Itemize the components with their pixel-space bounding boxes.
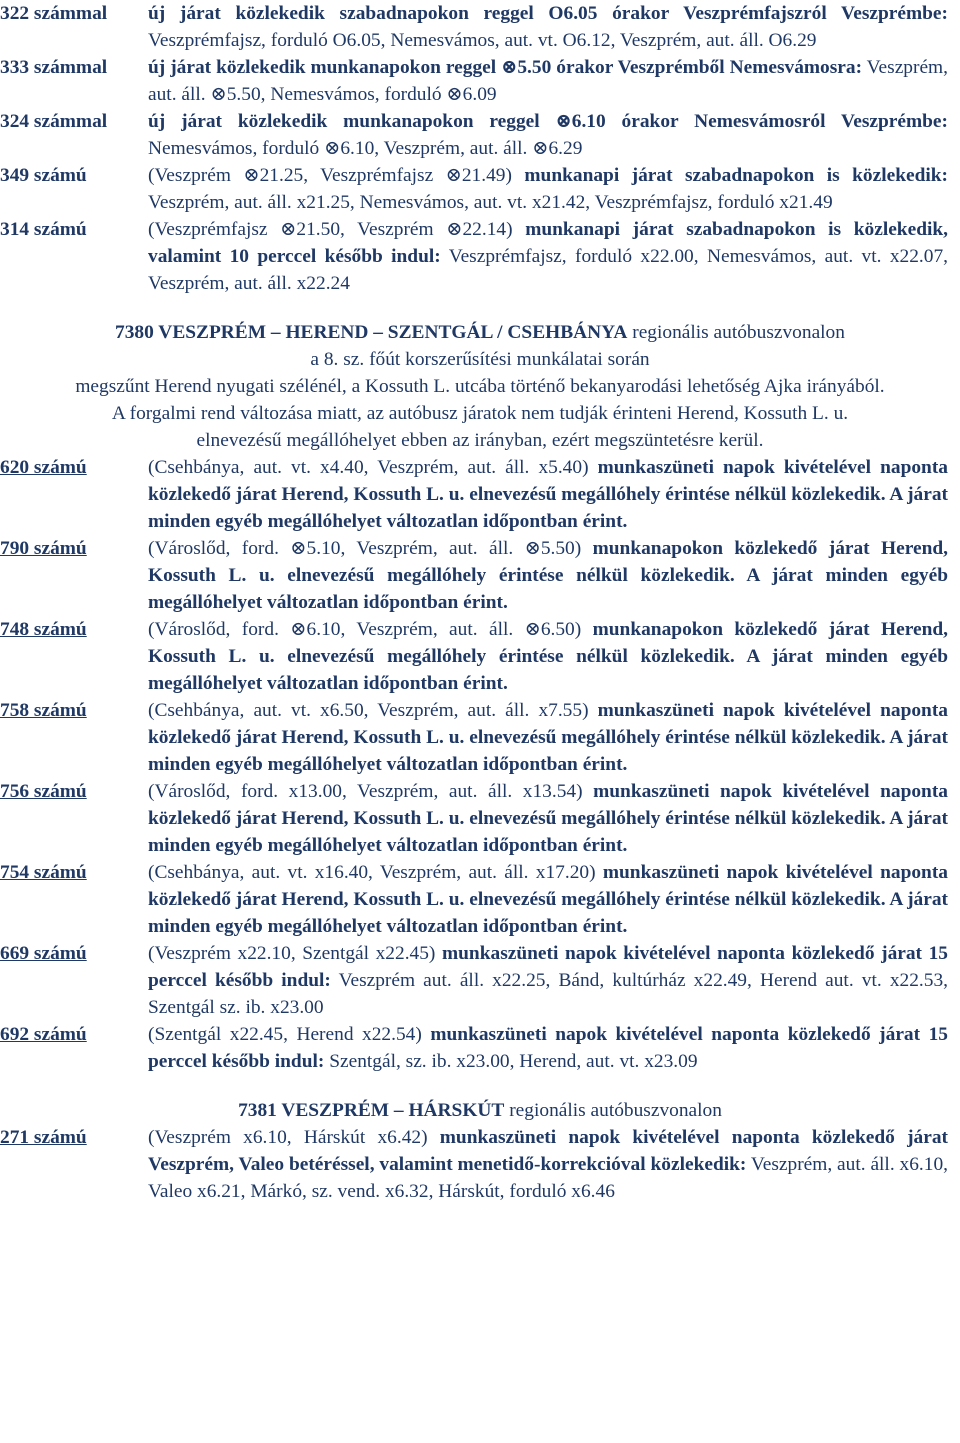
- entry-description: [148, 1021, 948, 1075]
- route-number: 692 számú: [0, 1024, 87, 1045]
- entry-text: (Veszprémfajsz ⊗21.50, Veszprém ⊗22.14): [148, 219, 513, 240]
- route-number: 271 számú: [0, 1127, 87, 1148]
- section-7380-header: [0, 319, 960, 454]
- entry-text-bold: munkaszüneti napok kivételével naponta közlekedő járat Herend, Kossuth L. u. elnevezésű megállóhely érintése nélkül közlekedik. A járat minden egyéb megállóhelyet változatlan időpontban érint.: [148, 457, 949, 532]
- entry-text-bold: munkaszüneti napok kivételével naponta közlekedő járat Herend, Kossuth L. u. elnevezésű megállóhely érintése nélkül közlekedik. A járat minden egyéb megállóhelyet változatlan időpontban érint.: [148, 700, 949, 775]
- schedule-entry: [0, 1021, 960, 1075]
- schedule-entry: [0, 778, 960, 859]
- schedule-entry: [0, 162, 960, 216]
- entry-text: Veszprém, aut. áll. x6.10, Valeo x6.21, Márkó, sz. vend. x6.32, Hárskút, forduló x6.46: [148, 1154, 949, 1202]
- schedule-entry: [0, 535, 960, 616]
- entry-description: [148, 940, 948, 1021]
- route-number: 620 számú: [0, 457, 87, 478]
- route-number: 322 számmal: [0, 3, 108, 24]
- entry-description: [148, 778, 948, 859]
- entry-text-bold: munkanapi járat szabadnapokon is közlekedik, valamint 10 perccel később indul:: [148, 219, 949, 267]
- schedule-entry: [0, 108, 960, 162]
- entry-description: [148, 1124, 948, 1205]
- entry-text: (Csehbánya, aut. vt. x4.40, Veszprém, aut. áll. x5.40): [148, 457, 589, 478]
- entry-text: (Városlőd, ford. ⊗5.10, Veszprém, aut. áll. ⊗5.50): [148, 538, 582, 559]
- entry-text: Veszprém aut. áll. x22.25, Bánd, kultúrház x22.49, Herend aut. vt. x22.53, Szentgál sz. ib. x23.00: [148, 970, 948, 1018]
- entry-description: [148, 859, 948, 940]
- section-7381-route: 7381 VESZPRÉM – HÁRSKÚT: [238, 1100, 505, 1121]
- section-7381-title-rest: regionális autóbuszvonalon: [504, 1100, 722, 1121]
- entry-text-bold: új járat közlekedik szabadnapokon reggel O6.05 órakor Veszprémfajszról Veszprémbe:: [148, 3, 948, 24]
- entry-description: [148, 0, 948, 54]
- section-7380-line3: megszűnt Herend nyugati szélénél, a Kossuth L. utcába történő bekanyarodási lehetőség Ajka irányából.: [75, 376, 885, 397]
- entry-text-bold: munkaszüneti napok kivételével naponta közlekedő járat Herend, Kossuth L. u. elnevezésű megállóhely érintése nélkül közlekedik. A járat minden egyéb megállóhelyet változatlan időpontban érint.: [148, 862, 949, 937]
- schedule-entry: [0, 54, 960, 108]
- section-7380-route: 7380 VESZPRÉM – HEREND – SZENTGÁL / CSEHBÁNYA: [115, 322, 628, 343]
- entry-text-bold: munkanapokon közlekedő járat Herend, Kossuth L. u. elnevezésű megállóhely érintése nélkül közlekedik. A járat minden egyéb megállóhelyet változatlan időpontban érint.: [148, 619, 948, 694]
- schedule-entry: [0, 454, 960, 535]
- entry-text: Nemesvámos, forduló ⊗6.10, Veszprém, aut. áll. ⊗6.29: [148, 138, 583, 159]
- schedule-entry: [0, 859, 960, 940]
- schedule-entry: [0, 1124, 960, 1205]
- route-number: 349 számú: [0, 165, 87, 186]
- section-7380-line4: A forgalmi rend változása miatt, az autóbusz járatok nem tudják érinteni Herend, Kossuth L. u.: [111, 403, 849, 424]
- entry-text: (Veszprém x22.10, Szentgál x22.45): [148, 943, 436, 964]
- section-7381-header: [0, 1097, 960, 1124]
- schedule-entry: [0, 616, 960, 697]
- entry-text: Veszprémfajsz, forduló x22.00, Nemesvámos, aut. vt. x22.07, Veszprém, aut. áll. x22.24: [148, 246, 948, 294]
- route-number: 758 számú: [0, 700, 87, 721]
- route-number: 748 számú: [0, 619, 87, 640]
- route-number: 314 számú: [0, 219, 87, 240]
- entry-text-bold: munkaszüneti napok kivételével naponta közlekedő járat Veszprém, Valeo betéréssel, valamint menetidő-korrekcióval közlekedik:: [148, 1127, 948, 1175]
- schedule-entry: [0, 0, 960, 54]
- entry-text-bold: munkaszüneti napok kivételével naponta közlekedő járat 15 perccel később indul:: [148, 1024, 948, 1072]
- section-7380-title-rest: regionális autóbuszvonalon: [627, 322, 845, 343]
- entry-text: (Csehbánya, aut. vt. x16.40, Veszprém, aut. áll. x17.20): [148, 862, 596, 883]
- bottom-entries: [0, 1124, 960, 1205]
- entry-text: (Csehbánya, aut. vt. x6.50, Veszprém, aut. áll. x7.55): [148, 700, 589, 721]
- entry-description: [148, 535, 948, 616]
- route-number: 333 számmal: [0, 57, 108, 78]
- schedule-entry: [0, 697, 960, 778]
- entry-description: [148, 454, 948, 535]
- entry-description: [148, 162, 948, 216]
- entry-text: (Veszprém x6.10, Hárskút x6.42): [148, 1127, 428, 1148]
- section-7380-title: [0, 319, 960, 346]
- mid-entries: [0, 454, 960, 1075]
- entry-description: [148, 616, 948, 697]
- entry-text: (Városlőd, ford. x13.00, Veszprém, aut. áll. x13.54): [148, 781, 583, 802]
- entry-description: [148, 54, 948, 108]
- entry-text: Szentgál, sz. ib. x23.00, Herend, aut. vt. x23.09: [324, 1051, 698, 1072]
- entry-text-bold: munkaszüneti napok kivételével naponta közlekedő járat Herend, Kossuth L. u. elnevezésű megállóhely érintése nélkül közlekedik. A járat minden egyéb megállóhelyet változatlan időpontban érint.: [148, 781, 949, 856]
- entry-text: (Városlőd, ford. ⊗6.10, Veszprém, aut. áll. ⊗6.50): [148, 619, 582, 640]
- top-entries: [0, 0, 960, 297]
- section-7380-line5: elnevezésű megállóhelyet ebben az irányban, ezért megszüntetésre kerül.: [196, 430, 764, 451]
- schedule-entry: [0, 940, 960, 1021]
- entry-text: (Veszprém ⊗21.25, Veszprémfajsz ⊗21.49): [148, 165, 512, 186]
- route-number: 756 számú: [0, 781, 87, 802]
- entry-text-bold: munkanapokon közlekedő járat Herend, Kossuth L. u. elnevezésű megállóhely érintése nélkül közlekedik. A járat minden egyéb megállóhelyet változatlan időpontban érint.: [148, 538, 948, 613]
- entry-description: [148, 697, 948, 778]
- section-7380-line2: a 8. sz. főút korszerűsítési munkálatai során: [310, 349, 650, 370]
- entry-text: Veszprém, aut. áll. ⊗5.50, Nemesvámos, forduló ⊗6.09: [148, 57, 948, 105]
- route-number: 754 számú: [0, 862, 87, 883]
- route-number: 324 számmal: [0, 111, 108, 132]
- entry-text: Veszprémfajsz, forduló O6.05, Nemesvámos, aut. vt. O6.12, Veszprém, aut. áll. O6.29: [148, 30, 817, 51]
- entry-description: [148, 108, 948, 162]
- entry-text-bold: új járat közlekedik munkanapokon reggel ⊗5.50 órakor Veszprémből Nemesvámosra:: [148, 57, 863, 78]
- entry-description: [148, 216, 948, 297]
- entry-text-bold: munkanapi járat szabadnapokon is közlekedik:: [511, 165, 948, 186]
- route-number: 790 számú: [0, 538, 87, 559]
- entry-text-bold: új járat közlekedik munkanapokon reggel ⊗6.10 órakor Nemesvámosról Veszprémbe:: [148, 111, 948, 132]
- entry-text: (Szentgál x22.45, Herend x22.54): [148, 1024, 422, 1045]
- schedule-entry: [0, 216, 960, 297]
- entry-text-bold: munkaszüneti napok kivételével naponta közlekedő járat 15 perccel később indul:: [148, 943, 948, 991]
- entry-text: Veszprém, aut. áll. x21.25, Nemesvámos, aut. vt. x21.42, Veszprémfajsz, forduló x21.49: [148, 192, 833, 213]
- route-number: 669 számú: [0, 943, 87, 964]
